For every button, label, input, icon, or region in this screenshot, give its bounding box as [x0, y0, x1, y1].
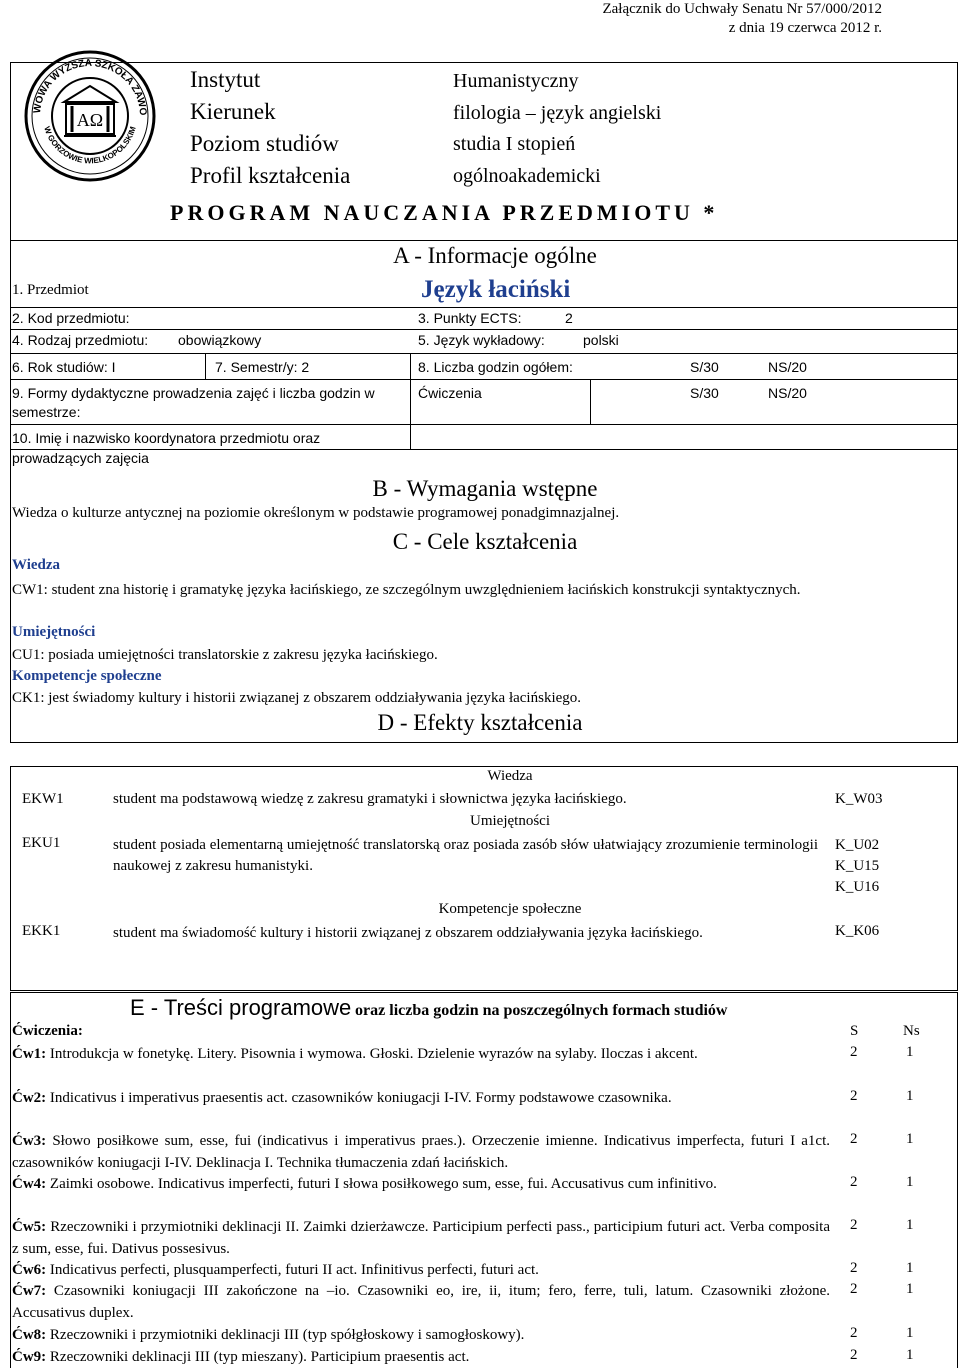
info-label-profile: Profil kształcenia [190, 163, 351, 188]
content-row-s-hours: 2 [850, 1088, 858, 1104]
contents-exercises-heading: Ćwiczenia: [12, 1023, 83, 1039]
outcomes-skills-heading: Umiejętności [470, 813, 550, 829]
content-row-text: Indicativus i imperativus praesentis act. czasowników koniugacji I-IV. Formy podstawowe czasownika. [46, 1090, 672, 1106]
alpha-omega-text: AΩ [76, 110, 104, 130]
subject-label: 1. Przedmiot [12, 282, 89, 298]
content-row-code: Ćw5: [12, 1219, 47, 1235]
section-e-title [130, 995, 727, 1021]
content-row-text: Słowo posiłkowe sum, esse, fui (indicativus i imperativus praes.). Orzeczenie imienne. Indicativus imperfecta, futuri I a1ct. czasowników koniugacji I-IV. Deklinacja I. Technika tłumaczenia zdań łacińskich. [12, 1133, 830, 1171]
content-row-text: Rzeczowniki i przymiotniki deklinacji II. Zaimki dzierżawcze. Participium perfecti pass., participium futuri act. Verba composita z sum, esse, fui. Dativus possesivus. [12, 1219, 830, 1257]
lang-label: 5. Język wykładowy: [418, 332, 545, 348]
content-row-s-hours: 2 [850, 1347, 858, 1363]
content-row-ns-hours: 1 [906, 1131, 914, 1147]
content-row-code: Ćw3: [12, 1133, 47, 1149]
objective-cw1-text: student zna historię i gramatykę języka łacińskiego, ze szczególnym uwzględnieniem łacińskich konstrukcji syntaktycznych. [51, 582, 801, 598]
content-row-code: Ćw6: [12, 1262, 47, 1278]
content-row-s-hours: 2 [850, 1325, 858, 1341]
outcome-ekw1-code: EKW1 [22, 791, 64, 807]
outcome-eku1-code: EKU1 [22, 835, 61, 851]
outcome-ekw1-ref: K_W03 [835, 791, 883, 807]
content-row-3 [12, 1131, 830, 1174]
divider-a-4 [10, 379, 958, 380]
content-row-text: Rzeczowniki deklinacji III (typ mieszany). Participium praesentis act. [46, 1349, 470, 1365]
outcome-eku1-ref-1: K_U02 [835, 837, 880, 853]
outcome-ekk1-code: EKK1 [22, 923, 61, 939]
content-row-code: Ćw8: [12, 1327, 47, 1343]
content-row-1 [12, 1044, 830, 1066]
forms-s: S/30 [690, 385, 719, 401]
content-row-2 [12, 1088, 830, 1110]
forms-label: 9. Formy dydaktyczne prowadzenia zajęć i liczba godzin w semestrze: [12, 385, 375, 420]
content-row-text: Rzeczowniki i przymiotniki deklinacji III (typ spółgłoskowy i samogłoskowy). [46, 1327, 525, 1343]
hours-label: 8. Liczba godzin ogółem: [418, 359, 573, 375]
info-values [453, 66, 661, 192]
content-row-ns-hours: 1 [906, 1088, 914, 1104]
info-label-institute: Instytut [190, 67, 261, 92]
outcome-ekw1-text: student ma podstawową wiedzę z zakresu gramatyki i słownictwa języka łacińskiego. [113, 791, 627, 807]
hours-s: S/30 [690, 359, 719, 375]
info-label-level: Poziom studiów [190, 131, 339, 156]
objectives-skills-heading: Umiejętności [12, 624, 96, 640]
content-row-ns-hours: 1 [906, 1174, 914, 1190]
objective-cu1-code: CU1: [12, 647, 45, 663]
content-row-text: Indicativus perfecti, plusquamperfecti, futuri II act. Infinitivus perfecti, futuri act. [46, 1262, 539, 1278]
section-e-title-rest: oraz liczba godzin na poszczególnych formach studiów [355, 1002, 728, 1019]
content-row-code: Ćw9: [12, 1349, 47, 1365]
divider-a-1 [10, 307, 958, 308]
content-row-8 [12, 1325, 830, 1347]
content-row-s-hours: 2 [850, 1260, 858, 1276]
content-row-text: Zaimki osobowe. Indicativus imperfecti, futuri I słowa posiłkowego sum, esse, fui. Accusativus cum infinitivo. [46, 1176, 717, 1192]
objectives-knowledge-heading: Wiedza [12, 557, 61, 573]
content-row-text: Introdukcja w fonetykę. Litery. Pisownia i wymowa. Głoski. Dzielenie wyrazów na sylaby. Iloczas i akcent. [46, 1046, 698, 1062]
outcomes-knowledge-heading: Wiedza [487, 768, 533, 784]
content-row-s-hours: 2 [850, 1044, 858, 1060]
program-title: PROGRAM NAUCZANIA PRZEDMIOTU * [170, 200, 719, 225]
contents-ns-header: Ns [903, 1023, 920, 1039]
info-value-institute: Humanistyczny [453, 70, 579, 92]
content-row-ns-hours: 1 [906, 1347, 914, 1363]
svg-text:W GORZOWIE WIELKOPOLSKIM: W GORZOWIE WIELKOPOLSKIM [42, 125, 138, 166]
info-value-field: filologia – język angielski [453, 101, 662, 124]
info-label-field: Kierunek [190, 99, 276, 124]
divider-a-3 [10, 353, 958, 354]
ects-label: 3. Punkty ECTS: [418, 310, 522, 326]
prerequisites-text: Wiedza o kulturze antycznej na poziomie określonym w podstawie programowej ponadgimnazjalnej. [12, 505, 620, 521]
section-c-title: C - Cele kształcenia [392, 529, 578, 554]
university-seal [20, 44, 160, 184]
annex-line-1: Załącznik do Uchwały Senatu Nr 57/000/2012 [602, 1, 882, 17]
year-label: 6. Rok studiów: I [12, 359, 116, 375]
info-value-profile: ogólnoakademicki [453, 164, 601, 187]
divider-a-top [10, 240, 958, 241]
content-row-6 [12, 1260, 830, 1282]
svg-text:PAŃSTWOWA WYŻSZA SZKOŁA ZAWODO: WOWA WYŻSZA SZKOŁA ZAWO [31, 57, 149, 116]
divider-v-1 [205, 353, 206, 379]
outcome-eku1-refs [835, 835, 879, 898]
objective-cu1-text: posiada umiejętności translatorskie z zakresu języka łacińskiego. [48, 647, 438, 663]
section-a-title: A - Informacje ogólne [393, 243, 597, 268]
content-row-code: Ćw1: [12, 1046, 47, 1062]
content-row-code: Ćw2: [12, 1090, 47, 1106]
code-label: 2. Kod przedmiotu: [12, 310, 130, 326]
section-b-title: B - Wymagania wstępne [372, 476, 598, 501]
outcome-eku1-ref-2: K_U15 [835, 858, 880, 874]
objectives-social-heading: Kompetencje społeczne [12, 668, 162, 684]
divider-v-2 [410, 353, 411, 449]
ects-value: 2 [565, 310, 573, 326]
lang-value: polski [583, 332, 619, 348]
content-row-code: Ćw7: [12, 1283, 47, 1299]
content-row-ns-hours: 1 [906, 1325, 914, 1341]
content-row-ns-hours: 1 [906, 1260, 914, 1276]
hours-ns: NS/20 [768, 359, 807, 375]
content-row-s-hours: 2 [850, 1174, 858, 1190]
annex-line-2: z dnia 19 czerwca 2012 r. [728, 20, 882, 36]
divider-a-5 [10, 424, 958, 425]
content-row-5 [12, 1217, 830, 1260]
content-row-4 [12, 1174, 830, 1196]
outcome-eku1-text: student posiada elementarną umiejętność translatorską oraz posiada zasób słów ułatwiający zrozumienie terminologii naukowej z zakresu humanistyki. [113, 837, 818, 874]
content-row-7 [12, 1281, 830, 1324]
content-row-ns-hours: 1 [906, 1281, 914, 1297]
type-label: 4. Rodzaj przedmiotu: [12, 332, 149, 348]
semester-label: 7. Semestr/y: 2 [215, 359, 310, 375]
objective-ck1 [12, 690, 581, 707]
outcomes-social-heading: Kompetencje społeczne [438, 901, 582, 917]
type-value: obowiązkowy [178, 332, 262, 348]
info-value-level: studia I stopień [453, 133, 576, 155]
info-labels [190, 64, 350, 192]
outcome-ekk1-text: student ma świadomość kultury i historii związanej z obszarem oddziaływania języka łacińskiego. [113, 925, 703, 941]
section-e-title-main: E - Treści programowe [130, 995, 352, 1020]
content-row-s-hours: 2 [850, 1217, 858, 1233]
divider-v-3 [590, 379, 591, 424]
content-row-ns-hours: 1 [906, 1044, 914, 1060]
content-row-s-hours: 2 [850, 1281, 858, 1297]
section-d-title: D - Efekty kształcenia [377, 710, 583, 735]
objective-cw1-code: CW1: [12, 582, 48, 598]
content-row-s-hours: 2 [850, 1131, 858, 1147]
subject-value: Język łaciński [421, 276, 571, 303]
annex-note [602, 0, 882, 38]
contents-s-header: S [850, 1023, 859, 1039]
seal-graphic [20, 44, 160, 184]
outcome-eku1-ref-3: K_U16 [835, 879, 880, 895]
objective-cw1 [12, 579, 948, 601]
coordinator-label: 10. Imię i nazwisko koordynatora przedmiotu oraz prowadzących zajęcia [12, 430, 321, 466]
outcome-ekk1-ref: K_K06 [835, 923, 880, 939]
divider-a-2 [10, 329, 958, 330]
content-row-9 [12, 1347, 830, 1369]
content-row-code: Ćw4: [12, 1176, 47, 1192]
forms-value: Ćwiczenia [418, 385, 482, 401]
content-row-ns-hours: 1 [906, 1217, 914, 1233]
objective-cu1 [12, 647, 438, 664]
objective-ck1-text: jest świadomy kultury i historii związanej z obszarem oddziaływania języka łacińskiego. [48, 690, 582, 706]
content-row-text: Czasowniki koniugacji III zakończone na –io. Czasowniki eo, ire, ii, itum; fero, ferre, tuli, latum. Czasowniki złożone. Accusativus duplex. [12, 1283, 830, 1321]
objective-ck1-code: CK1: [12, 690, 45, 706]
forms-ns: NS/20 [768, 385, 807, 401]
